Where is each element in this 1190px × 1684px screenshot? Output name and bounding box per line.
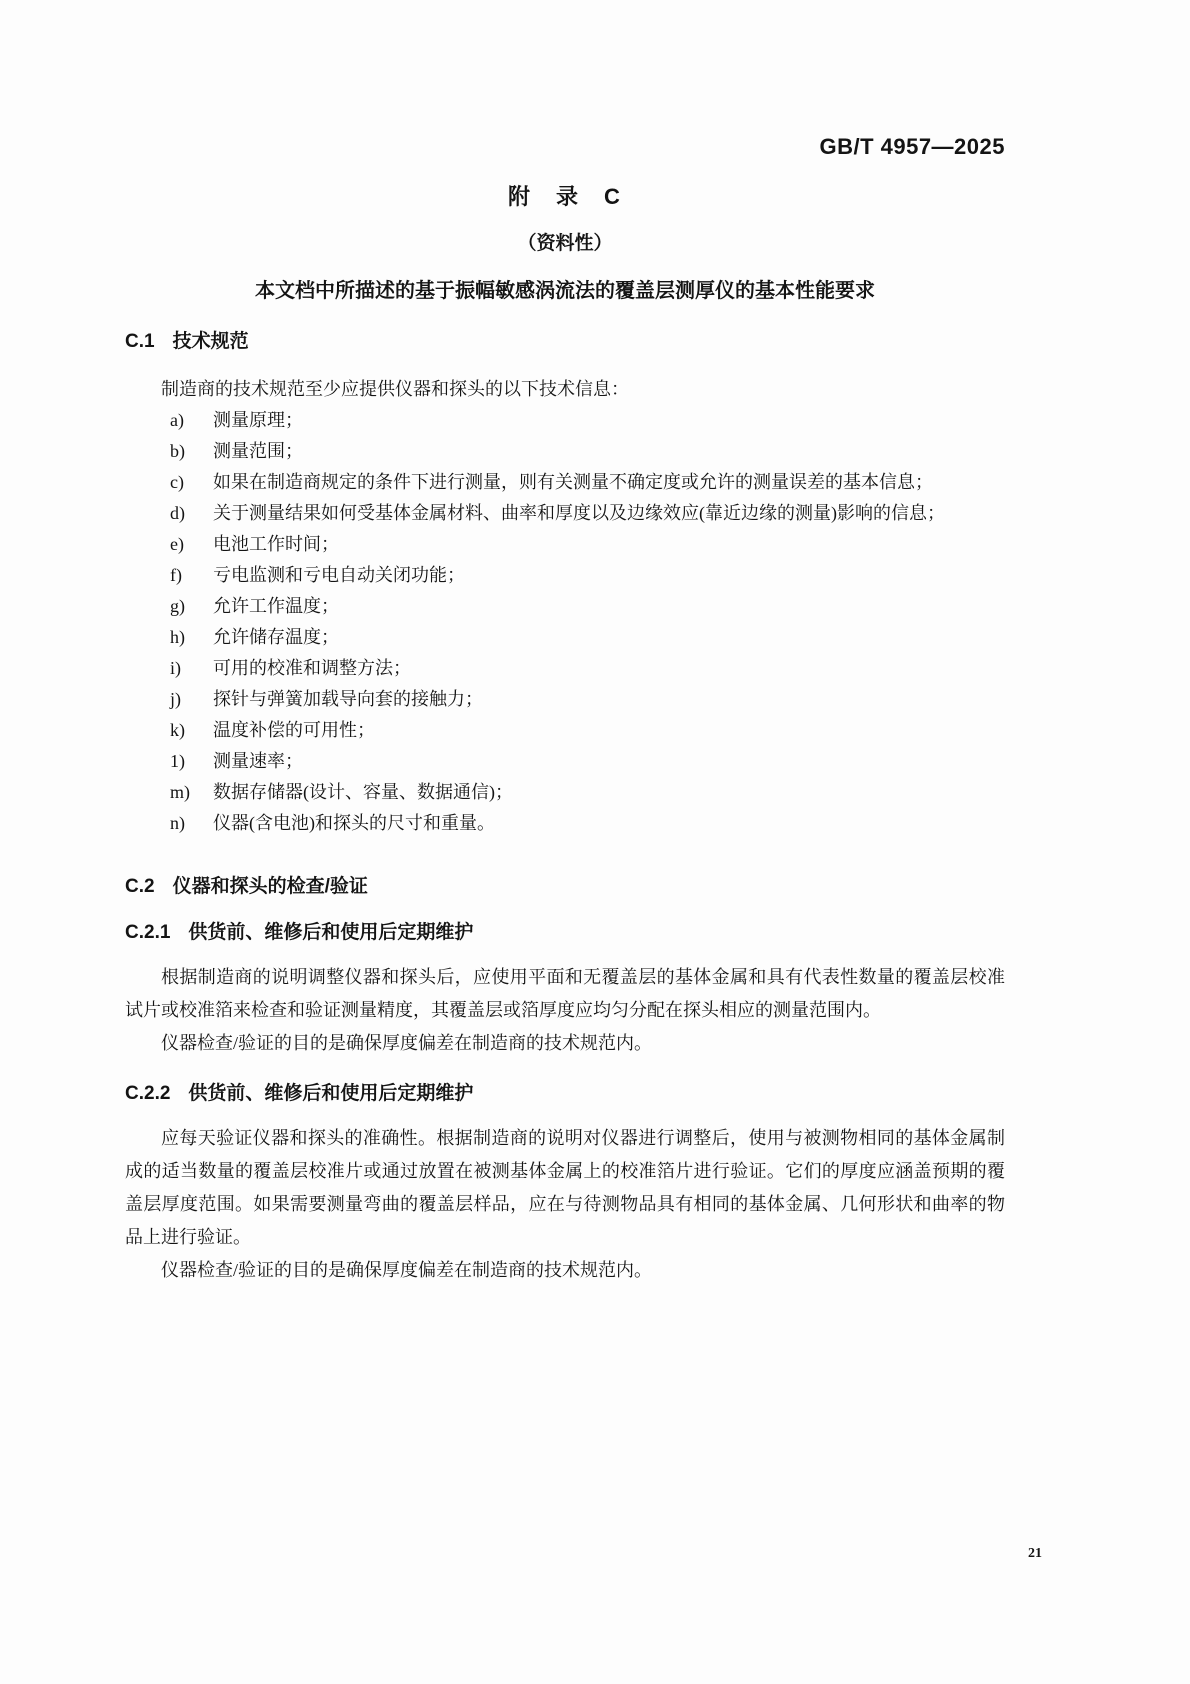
- c1-intro-paragraph: 制造商的技术规范至少应提供仪器和探头的以下技术信息：: [161, 379, 629, 399]
- section-c22-title: 供货前、维修后和使用后定期维护: [188, 1083, 474, 1104]
- list-item: [125, 622, 1005, 653]
- list-item: [125, 777, 1005, 808]
- list-item-text: 测量范围；: [213, 441, 303, 461]
- list-item: [125, 529, 1005, 560]
- list-item-text: 温度补偿的可用性；: [213, 720, 375, 740]
- list-item-text: 亏电监测和亏电自动关闭功能；: [213, 565, 465, 585]
- list-item: [125, 653, 1005, 684]
- list-item: [125, 591, 1005, 622]
- section-c21-number: C.2.1: [125, 922, 171, 943]
- c1-spec-list: [125, 405, 1005, 839]
- section-c21-heading: [125, 921, 1005, 945]
- list-item-text: 允许工作温度；: [213, 596, 339, 616]
- section-c22-heading: [125, 1082, 1005, 1106]
- list-item-label: h): [170, 627, 185, 647]
- section-c2-heading: [125, 875, 1005, 899]
- list-item-text: 数据存储器(设计、容量、数据通信)；: [213, 782, 513, 802]
- list-item: [125, 715, 1005, 746]
- list-item: [125, 467, 1005, 498]
- list-item-label: e): [170, 534, 184, 554]
- list-item-label: i): [170, 658, 181, 678]
- list-item-text: 测量速率；: [213, 751, 303, 771]
- list-item-text: 仪器(含电池)和探头的尺寸和重量。: [213, 813, 495, 833]
- list-item: [125, 808, 1005, 839]
- list-item: [125, 684, 1005, 715]
- list-item-label: a): [170, 410, 184, 430]
- list-item-label: j): [170, 689, 181, 709]
- section-c2-number: C.2: [125, 876, 155, 897]
- list-item: [125, 560, 1005, 591]
- list-item: [125, 498, 1005, 529]
- list-item-label: m): [170, 782, 190, 802]
- section-c21-title: 供货前、维修后和使用后定期维护: [188, 922, 474, 943]
- list-item-text: 关于测量结果如何受基体金属材料、曲率和厚度以及边缘效应(靠近边缘的测量)影响的信息；: [213, 503, 945, 523]
- list-item-label: c): [170, 472, 184, 492]
- section-c1-title: 技术规范: [172, 331, 249, 352]
- appendix-title: 附 录 C: [508, 184, 622, 209]
- list-item-label: n): [170, 813, 185, 833]
- c22-paragraph-1: 应每天验证仪器和探头的准确性。根据制造商的说明对仪器进行调整后，使用与被测物相同的基体金属制成的适当数量的覆盖层校准片或通过放置在被测基体金属上的校准箔片进行验证。它们的厚度应涵盖预期的覆盖层厚度范围。如果需要测量弯曲的覆盖层样品，应在与待测物品具有相同的基体金属、几何形状和曲率的物品上进行验证。: [125, 1128, 1005, 1247]
- list-item-label: g): [170, 596, 185, 616]
- list-item: [125, 746, 1005, 777]
- list-item-label: 1): [170, 751, 185, 771]
- list-item-label: f): [170, 565, 182, 585]
- list-item-text: 电池工作时间；: [213, 534, 339, 554]
- list-item-text: 可用的校准和调整方法；: [213, 658, 411, 678]
- standard-number: GB/T 4957—2025: [819, 134, 1005, 159]
- list-item-label: k): [170, 720, 185, 740]
- section-c22-number: C.2.2: [125, 1083, 171, 1104]
- list-item: [125, 405, 1005, 436]
- section-c2-title: 仪器和探头的检查/验证: [172, 876, 368, 897]
- list-item-label: b): [170, 441, 185, 461]
- c21-paragraph-1: 根据制造商的说明调整仪器和探头后，应使用平面和无覆盖层的基体金属和具有代表性数量的覆盖层校准试片或校准箔来检查和验证测量精度，其覆盖层或箔厚度应均匀分配在探头相应的测量范围内。: [125, 967, 1005, 1020]
- page-number: 21: [1028, 1546, 1042, 1561]
- list-item-label: d): [170, 503, 185, 523]
- section-c1-number: C.1: [125, 331, 155, 352]
- list-item-text: 测量原理；: [213, 410, 303, 430]
- c22-paragraph-2: 仪器检查/验证的目的是确保厚度偏差在制造商的技术规范内。: [161, 1260, 652, 1280]
- list-item-text: 探针与弹簧加载导向套的接触力；: [213, 689, 483, 709]
- list-item: [125, 436, 1005, 467]
- c21-paragraph-2: 仪器检查/验证的目的是确保厚度偏差在制造商的技术规范内。: [161, 1033, 652, 1053]
- list-item-text: 如果在制造商规定的条件下进行测量，则有关测量不确定度或允许的测量误差的基本信息；: [213, 472, 933, 492]
- appendix-subtitle: 本文档中所描述的基于振幅敏感涡流法的覆盖层测厚仪的基本性能要求: [255, 280, 875, 302]
- list-item-text: 允许储存温度；: [213, 627, 339, 647]
- section-c1-heading: [125, 330, 1005, 354]
- appendix-classification: （资料性）: [517, 233, 613, 254]
